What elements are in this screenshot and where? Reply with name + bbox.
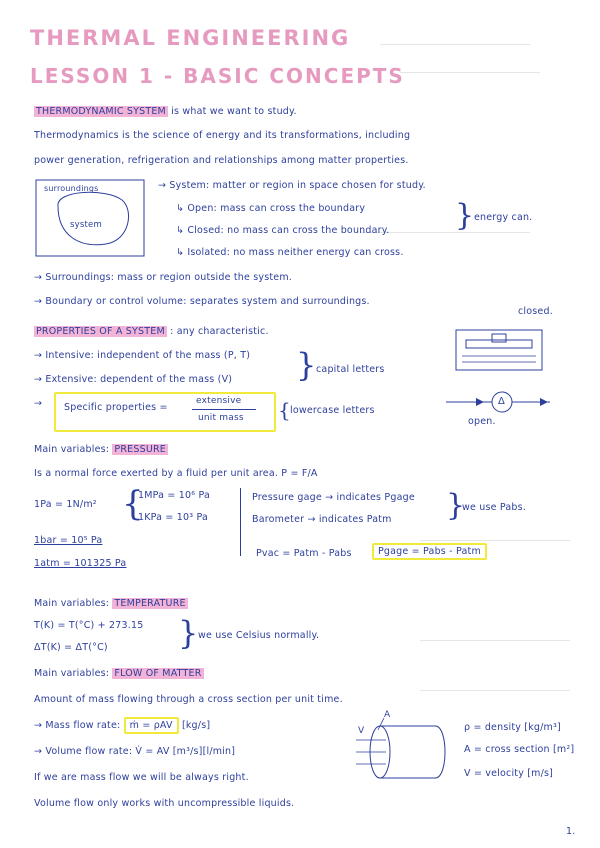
barometer: Barometer → indicates Patm <box>252 514 392 525</box>
mass-flow-formula: ṁ = ρAV <box>124 717 179 734</box>
kelvin-formula: T(K) = T(°C) + 273.15 <box>34 620 144 631</box>
pressure-gage: Pressure gage → indicates Pgage <box>252 492 415 503</box>
delta-kelvin-formula: ΔT(K) = ΔT(°C) <box>34 642 108 653</box>
we-use-pabs: we use Pabs. <box>462 502 526 513</box>
thermo-heading-rest: is what we want to study. <box>171 106 297 117</box>
area-definition: A = cross section [m²] <box>464 744 575 755</box>
specific-properties-label: Specific properties = <box>64 402 168 413</box>
brace-icon: } <box>455 198 475 233</box>
pressure-heading-line <box>34 444 168 455</box>
temperature-heading-line <box>34 598 188 609</box>
velocity-label: V <box>358 726 365 736</box>
flow-tube-diagram <box>356 718 452 788</box>
brace-icon: { <box>278 398 291 422</box>
mass-flow-note: If we are mass flow we will be always right. <box>34 772 249 783</box>
thermo-heading-line <box>34 106 297 117</box>
mpa-definition: 1MPa = 10⁶ Pa <box>138 490 211 501</box>
page-number: 1. <box>566 826 576 837</box>
properties-heading-line <box>34 326 269 337</box>
kpa-definition: 1KPa = 10³ Pa <box>138 512 209 523</box>
flow-definition: Amount of mass flowing through a cross section per unit time. <box>34 694 343 705</box>
open-label: open. <box>468 416 496 427</box>
velocity-definition: V = velocity [m/s] <box>464 768 554 779</box>
boundary-definition: → Boundary or control volume: separates system and surroundings. <box>34 296 370 307</box>
surroundings-label: surroundings <box>44 184 99 193</box>
faint-line <box>420 640 570 641</box>
celsius-note: we use Celsius normally. <box>198 630 320 641</box>
intensive-property: → Intensive: independent of the mass (P, T) <box>34 350 251 361</box>
lowercase-note: lowercase letters <box>290 405 375 416</box>
thermo-heading: THERMODYNAMIC SYSTEM <box>36 106 166 117</box>
extensive-property: → Extensive: dependent of the mass (V) <box>34 374 233 385</box>
specific-arrow: → <box>34 398 43 409</box>
closed-system: ↳ Closed: no mass can cross the boundary. <box>176 225 390 236</box>
mass-flow-line <box>34 720 210 731</box>
properties-heading: PROPERTIES OF A SYSTEM <box>36 326 165 337</box>
fraction-denominator: unit mass <box>198 413 244 423</box>
brace-icon: } <box>446 488 466 523</box>
faint-line <box>400 72 540 73</box>
faint-line <box>380 44 530 45</box>
bar-definition: 1bar = 10⁵ Pa <box>34 535 103 546</box>
open-system: ↳ Open: mass can cross the boundary <box>176 203 366 214</box>
density-definition: ρ = density [kg/m³] <box>464 722 561 733</box>
flow-heading-line <box>34 668 204 679</box>
capital-letters-note: capital letters <box>316 364 385 375</box>
pressure-definition: Is a normal force exerted by a fluid per unit area. P = F/A <box>34 468 318 479</box>
system-definition: → System: matter or region in space chosen for study. <box>158 180 426 191</box>
thermo-def-2: power generation, refrigeration and relationships among matter properties. <box>34 155 409 166</box>
page-title: THERMAL ENGINEERING <box>30 26 351 50</box>
brace-icon: { <box>122 484 144 524</box>
volume-flow-line: → Volume flow rate: V̇ = AV [m³/s][l/min] <box>34 746 236 757</box>
faint-line <box>420 690 570 691</box>
thermo-def-1: Thermodynamics is the science of energy and its transformations, including <box>34 130 411 141</box>
fraction-bar <box>192 409 256 410</box>
system-label: system <box>70 220 102 230</box>
divider <box>240 488 241 556</box>
mass-flow-label: → Mass flow rate: <box>34 720 121 731</box>
properties-heading-rest: : any characteristic. <box>170 326 269 337</box>
fraction-numerator: extensive <box>196 396 242 406</box>
pascal-definition: 1Pa = 1N/m² <box>34 499 97 510</box>
brace-icon: } <box>178 614 199 652</box>
temperature-heading: TEMPERATURE <box>114 598 186 609</box>
mass-flow-units: [kg/s] <box>181 720 211 731</box>
pvac-formula: Pvac = Patm - Pabs <box>256 548 352 559</box>
flow-heading: FLOW OF MATTER <box>114 668 202 679</box>
lesson-title: LESSON 1 - BASIC CONCEPTS <box>30 64 405 88</box>
brace-icon: } <box>296 346 317 384</box>
flow-heading-prefix: Main variables: <box>34 668 110 679</box>
pressure-heading: PRESSURE <box>114 444 166 455</box>
energy-can-note: energy can. <box>474 212 533 223</box>
atm-definition: 1atm = 101325 Pa <box>34 558 127 569</box>
area-label: A <box>384 710 391 720</box>
isolated-system: ↳ Isolated: no mass neither energy can cross. <box>176 247 404 258</box>
faint-line <box>420 540 570 541</box>
pressure-heading-prefix: Main variables: <box>34 444 110 455</box>
volume-flow-note: Volume flow only works with uncompressible liquids. <box>34 798 295 809</box>
pgage-formula: Pgage = Pabs - Patm <box>372 543 487 560</box>
temperature-heading-prefix: Main variables: <box>34 598 110 609</box>
closed-system-diagram <box>456 326 546 376</box>
surroundings-definition: → Surroundings: mass or region outside the system. <box>34 272 293 283</box>
closed-label: closed. <box>518 306 553 317</box>
delta-symbol: Δ <box>498 396 506 407</box>
